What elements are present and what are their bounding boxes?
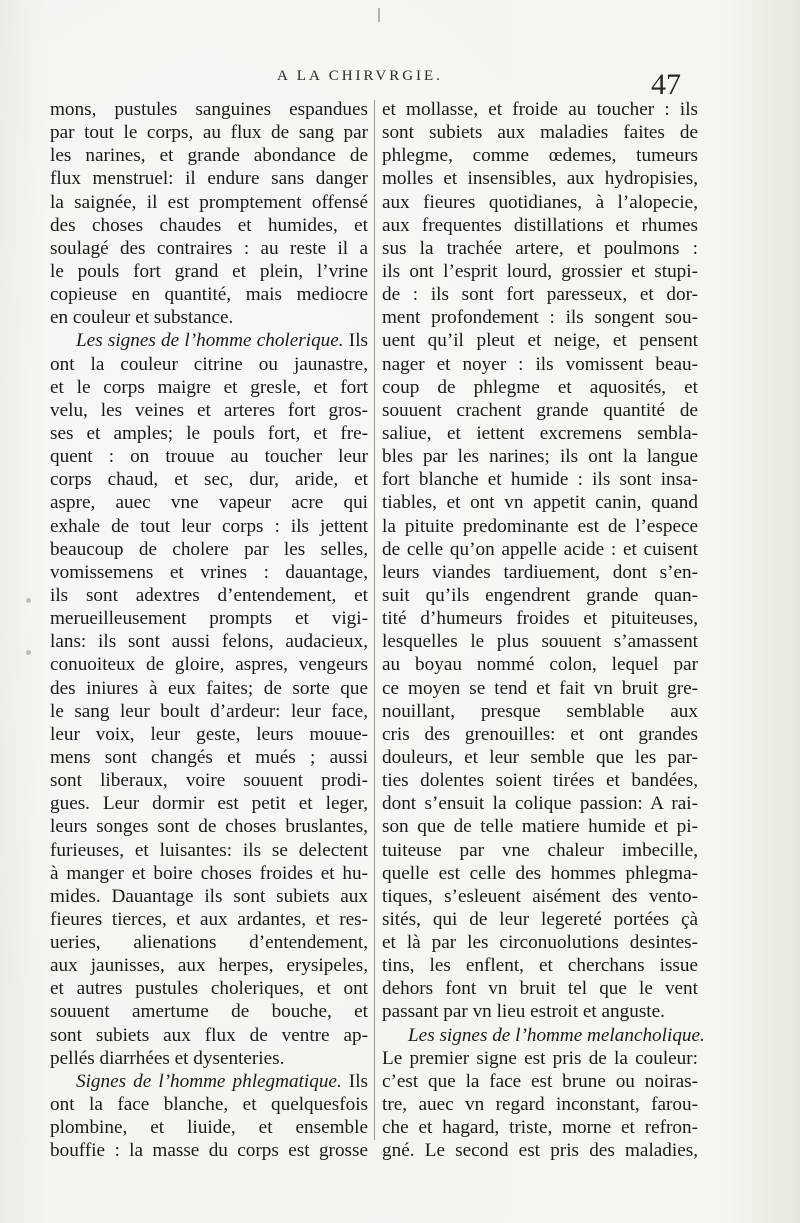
text-line — [382, 468, 698, 491]
line-text: ueries, alienations d’entendement, — [50, 932, 368, 954]
line-text: des choses chaudes et humides, et — [50, 214, 368, 236]
line-text: la saignée, il est promptement offensé — [50, 191, 368, 213]
text-line — [50, 723, 368, 746]
line-text: les narines, et grande abondance de — [50, 145, 368, 167]
line-text: dont s’ensuit la colique passion: A rai- — [382, 793, 698, 815]
text-line — [382, 1093, 698, 1116]
line-text: sont liberaux, voire souuent prodi- — [50, 770, 368, 792]
line-text: souuent crachent grande quantité de — [382, 399, 698, 421]
line-text: suit qu’ils engendrent grande quan- — [382, 584, 698, 606]
text-line — [50, 653, 368, 676]
line-text: ils sont adextres d’entendement, et — [50, 584, 368, 606]
text-line — [50, 931, 368, 954]
text-line — [382, 630, 698, 653]
text-line — [50, 399, 368, 422]
line-text: tité d’humeurs froides et pituiteuses, — [382, 608, 698, 630]
line-text: aspre, auec vne vapeur acre qui — [50, 492, 368, 514]
text-line — [50, 214, 368, 237]
line-text: furieuses, et luisantes: ils se delectent — [50, 839, 368, 861]
text-line — [382, 1116, 698, 1139]
text-line — [382, 353, 698, 376]
line-text: tuiteuse par vne chaleur imbecille, — [382, 839, 698, 861]
line-text: la pituite predominante est de l’espece — [382, 515, 698, 537]
line-text: le pouls fort grand et plein, l’vrine — [50, 260, 368, 282]
text-line — [382, 723, 698, 746]
text-line — [382, 931, 698, 954]
text-line — [50, 908, 368, 931]
text-line — [382, 167, 698, 190]
margin-stain — [26, 598, 31, 603]
line-text: c’est que la face est brune ou noiras- — [382, 1070, 698, 1092]
line-text: lesquelles le plus souuent s’amassent — [382, 631, 698, 653]
text-line — [50, 491, 368, 514]
text-line — [50, 353, 368, 376]
line-text: conuoiteux de gloire, aspres, vengeurs — [50, 654, 368, 676]
text-line — [50, 862, 368, 885]
text-line — [382, 653, 698, 676]
section-heading: Les signes de l’homme melancholique. — [408, 1024, 705, 1046]
text-line — [382, 144, 698, 167]
line-text: sont subiets aux flux de ventre ap- — [50, 1024, 368, 1046]
text-line — [50, 815, 368, 838]
text-line — [382, 908, 698, 931]
line-text: gues. Leur dormir est petit et leger, — [50, 793, 368, 815]
running-title: A LA CHIRVRGIE. — [277, 68, 443, 84]
line-text: de celle qu’on appelle acide : et cuisent — [382, 538, 698, 560]
text-line — [382, 977, 698, 1000]
line-text: pellés diarrhées et dysenteries. — [50, 1047, 285, 1069]
line-text: nager et noyer : ils vomissent beau- — [382, 353, 698, 375]
text-line — [382, 1024, 705, 1047]
line-text: leur voix, leur geste, leurs mouue- — [50, 723, 368, 745]
line-text: copieuse en quantité, mais mediocre — [50, 284, 368, 306]
line-text: plombine, et liuide, et ensemble — [50, 1117, 368, 1139]
line-text: molles et insensibles, aux hydropisies, — [382, 168, 698, 190]
line-text: soulagé des contraires : au reste il a — [50, 237, 368, 259]
text-line — [50, 1000, 368, 1023]
text-line — [50, 237, 368, 260]
line-text: nouillant, presque semblable aux — [382, 700, 698, 722]
text-line — [382, 260, 698, 283]
text-line — [382, 399, 698, 422]
line-text: dehors font vn bruit tel que le vent — [382, 978, 698, 1000]
line-text: mons, pustules sanguines espandues — [50, 99, 368, 120]
line-text: merueilleusement prompts et vigi- — [50, 608, 368, 630]
line-text: Ils — [341, 1070, 368, 1092]
text-line — [50, 607, 368, 630]
text-line — [50, 1024, 368, 1047]
text-line — [382, 306, 698, 329]
line-text: ont la couleur citrine ou jaunastre, — [50, 353, 368, 375]
text-line — [50, 561, 368, 584]
line-text: sont subiets aux maladies faites de — [382, 122, 698, 144]
line-text: ses et amples; le pouls fort, et fre- — [50, 422, 368, 444]
text-line — [50, 1047, 368, 1070]
line-text: gné. Le second est pris des maladies, — [382, 1140, 698, 1162]
line-text: ont la face blanche, et quelquesfois — [50, 1094, 368, 1116]
line-text: de : ils sont fort paresseux, et dor- — [382, 284, 698, 306]
line-text: en couleur et substance. — [50, 307, 234, 329]
text-line — [50, 144, 368, 167]
left-text-column — [50, 98, 368, 1162]
section-heading: Les signes de l’homme cholerique. — [76, 330, 344, 352]
line-text: par tout le corps, au flux de sang par — [50, 122, 368, 144]
text-line — [50, 468, 368, 491]
text-line — [50, 1116, 368, 1139]
page-number: 47 — [651, 68, 681, 101]
line-text: souuent amertume de bouche, et — [50, 1001, 368, 1023]
column-divider — [374, 100, 375, 1140]
line-text: et le corps maigre et gresle, et fort — [50, 376, 368, 398]
line-text: quelle est celle des hommes phlegma- — [382, 862, 698, 884]
text-line — [382, 491, 698, 514]
text-line — [50, 445, 368, 468]
text-line — [382, 839, 698, 862]
line-text: Le premier signe est pris de la couleur: — [382, 1047, 698, 1069]
text-line — [382, 538, 698, 561]
line-text: et mollasse, et froide au toucher : ils — [382, 99, 698, 120]
text-line — [50, 329, 368, 352]
text-line — [382, 515, 698, 538]
text-line — [382, 445, 698, 468]
text-line — [50, 167, 368, 190]
line-text: et là par les circonuolutions desintes- — [382, 932, 698, 954]
line-text: son que de telle matiere humide et pi- — [382, 816, 698, 838]
line-text: des iniures à eux faites; de sorte que — [50, 677, 368, 699]
text-line — [382, 121, 698, 144]
text-line — [50, 121, 368, 144]
line-text: ties dolentes soient tirées et bandées, — [382, 770, 698, 792]
text-line — [382, 1000, 698, 1023]
text-line — [382, 746, 698, 769]
text-line — [50, 422, 368, 445]
line-text: coup de phlegme et aquosités, et — [382, 376, 698, 398]
margin-stain — [26, 650, 31, 655]
text-line — [50, 839, 368, 862]
line-text: tiques, s’esleuent aisément des vento- — [382, 885, 698, 907]
text-line — [50, 677, 368, 700]
text-line — [50, 1070, 368, 1093]
text-line — [382, 1047, 698, 1070]
text-line — [50, 283, 368, 306]
line-text: mides. Dauantage ils sont subiets aux — [50, 885, 368, 907]
line-text: corps chaud, et sec, dur, aride, et — [50, 469, 368, 491]
line-text: vomissemens et vrines : dauantage, — [50, 561, 368, 583]
text-line — [50, 584, 368, 607]
line-text: aux frequentes distillations et rhumes — [382, 214, 698, 236]
text-line — [50, 376, 368, 399]
line-text: douleurs, et leur semble que les par- — [382, 746, 698, 768]
text-line — [50, 260, 368, 283]
text-line — [382, 329, 698, 352]
text-line — [50, 746, 368, 769]
text-line — [382, 191, 698, 214]
text-line — [382, 283, 698, 306]
text-line — [382, 98, 698, 121]
line-text: leurs songes sont de choses bruslantes, — [50, 816, 368, 838]
text-line — [50, 769, 368, 792]
text-line — [50, 538, 368, 561]
text-line — [382, 769, 698, 792]
line-text: exhale de tout leur corps : ils jettent — [50, 515, 368, 537]
line-text: et autres pustules choleriques, et ont — [50, 978, 368, 1000]
line-text: ce moyen se tend et fait vn bruit gre- — [382, 677, 698, 699]
line-text: leurs viandes tardiuement, dont s’en- — [382, 561, 698, 583]
text-line — [50, 792, 368, 815]
text-line — [382, 792, 698, 815]
line-text: sus la trachée artere, et poulmons : — [382, 237, 698, 259]
text-line — [50, 954, 368, 977]
text-line — [382, 815, 698, 838]
line-text: bouffie : la masse du corps est grosse — [50, 1140, 368, 1162]
line-text: ment profondement : ils songent sou- — [382, 307, 698, 329]
text-line — [382, 1139, 698, 1162]
line-text: bles par les narines; ils ont la langue — [382, 446, 698, 468]
text-line — [50, 700, 368, 723]
line-text: tre, auec vn regard inconstant, farou- — [382, 1094, 698, 1116]
line-text: mens sont changés et mués ; aussi — [50, 746, 368, 768]
line-text: au boyau nommé colon, lequel par — [382, 654, 698, 676]
right-text-column — [382, 98, 705, 1162]
text-line — [382, 422, 698, 445]
line-text: quent : on trouue au toucher leur — [50, 446, 368, 468]
text-line — [50, 515, 368, 538]
text-line — [50, 1093, 368, 1116]
text-line — [50, 977, 368, 1000]
line-text: phlegme, comme œdemes, tumeurs — [382, 145, 698, 167]
line-text: Ils — [343, 330, 368, 352]
text-line — [382, 700, 698, 723]
text-line — [382, 885, 698, 908]
gutter-mark — [378, 8, 380, 22]
section-heading: Signes de l’homme phlegmatique. — [76, 1070, 342, 1092]
text-line — [382, 1070, 698, 1093]
text-line — [50, 306, 368, 329]
text-line — [382, 677, 698, 700]
line-text: le sang leur boult d’ardeur: leur face, — [50, 700, 368, 722]
line-text: aux jaunisses, aux herpes, erysipeles, — [50, 955, 368, 977]
line-text: à manger et boire choses froides et hu- — [50, 862, 368, 884]
text-line — [382, 954, 698, 977]
line-text: tins, les enflent, et cherchans issue — [382, 955, 698, 977]
line-text: ils ont l’esprit lourd, grossier et stupi- — [382, 260, 698, 282]
line-text: passant par vn lieu estroit et anguste. — [382, 1001, 665, 1023]
line-text: fieures tierces, et aux ardantes, et res- — [50, 908, 368, 930]
text-line — [382, 607, 698, 630]
line-text: tiables, et ont vn appetit canin, quand — [382, 492, 698, 514]
line-text: cris des grenouilles: et ont grandes — [382, 723, 698, 745]
line-text: velu, les veines et arteres fort gros- — [50, 399, 368, 421]
text-line — [382, 376, 698, 399]
text-line — [382, 584, 698, 607]
line-text: aux fieures quotidianes, à l’alopecie, — [382, 191, 698, 213]
line-text: lans: ils sont aussi felons, audacieux, — [50, 631, 368, 653]
text-line — [50, 98, 368, 121]
text-line — [50, 191, 368, 214]
line-text: che et hagard, triste, morne et refron- — [382, 1117, 698, 1139]
line-text: fort blanche et humide : ils sont insa- — [382, 469, 698, 491]
line-text: flux menstruel: il endure sans danger — [50, 168, 368, 190]
line-text: saliue, et iettent excremens sembla- — [382, 422, 698, 444]
text-line — [382, 214, 698, 237]
line-text: uent qu’il pleut et neige, et pensent — [382, 330, 698, 352]
line-text: sités, qui de leur legereté portées çà — [382, 908, 698, 930]
text-line — [382, 237, 698, 260]
text-line — [50, 885, 368, 908]
text-line — [50, 1139, 368, 1162]
text-line — [50, 630, 368, 653]
text-line — [382, 561, 698, 584]
line-text: beaucoup de cholere par les selles, — [50, 538, 368, 560]
text-line — [382, 862, 698, 885]
